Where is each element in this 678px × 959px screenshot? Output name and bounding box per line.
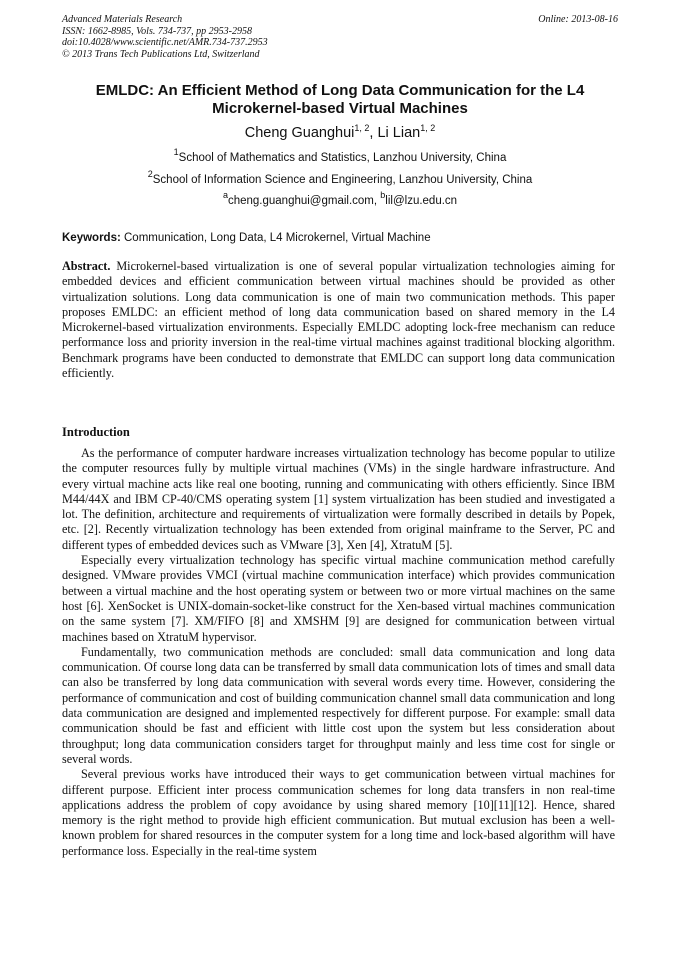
keywords (62, 231, 618, 245)
email-mark: a (222, 190, 228, 200)
author-name: Cheng Guanghui (244, 125, 355, 141)
introduction-body (62, 446, 615, 859)
paragraph: As the performance of computer hardware increases virtualization technology has become popular to utilize the computer resources fully by multiple virtual machines (VMs) in the single hardware infrastructure. And every virtual machine acts like real one booting, running and communicating with others efficiently. Since IBM M44/44X and IBM CP-40/CMS operating system [1] system virtualization has been studied and investigated a lot. The definition, architecture and requirements of virtualization were formally described in details by Popek, etc. [2]. Recently virtualization technology has been extended from original mainframe to the Server, PC and different types of embedded devices such as VMware [3], Xen [4], XtratuM [5]. (62, 446, 615, 552)
paper-title: EMLDC: An Efficient Method of Long Data Communication for the L4 Microkernel-based Virtual Machines (95, 82, 585, 117)
email-mark: b (380, 190, 386, 200)
affiliation-text: School of Mathematics and Statistics, Lanzhou University, China (178, 152, 507, 164)
paragraph: Several previous works have introduced their ways to get communication between virtual machines for different purpose. Efficient inter process communication schemes for long data transfers in non real-time applications address the problem of copy avoidance by using shared memory [10][11][12]. Hence, shared memory is the right method to provide high efficient communication. But mutual exclusion has been a well-known problem for shared resources in the computer system for a long time and lock-based algorithm will have performance loss. Especially in the real-time system (62, 767, 615, 858)
abstract-text: Microkernel-based virtualization is one of several popular virtualization technologies aiming for embedded devices and efficient communication between virtual machines should be provided as other virtualization solutions. Long data communication is one of main two communication methods. This paper proposes EMLDC: an efficient method of long data communication based on shared memory in the L4 Microkernel-based virtualization environments. Especially EMLDC adopting lock-free mechanism can reduce performance loss and priority inversion in the real-time virtual machines against traditional blocking algorithm. Benchmark programs have been conducted to demonstrate that EMLDC can support long data communication efficiently. (62, 259, 615, 381)
abstract-label: Abstract. (62, 259, 111, 273)
affiliation-mark: 2 (147, 169, 153, 179)
affiliation-mark: 1 (173, 147, 179, 157)
doi-line: doi:10.4028/www.scientific.net/AMR.734-737.2953 (62, 37, 268, 48)
author-list (62, 124, 618, 142)
abstract (62, 259, 615, 381)
copyright-line: © 2013 Trans Tech Publications Ltd, Switzerland (62, 48, 260, 60)
email-address: lil@lzu.edu.cn (385, 195, 458, 207)
affiliation-2 (62, 169, 618, 187)
email-address: cheng.guanghui@gmail.com, (227, 195, 381, 207)
author-emails (62, 190, 618, 208)
author-name: Li Lian (377, 125, 421, 141)
journal-header (62, 14, 618, 60)
author-affiliation-mark: 1, 2 (420, 123, 436, 133)
affiliation-text: School of Information Science and Engineering, Lanzhou University, China (152, 174, 533, 186)
keywords-text: Communication, Long Data, L4 Microkernel, Virtual Machine (120, 232, 431, 244)
journal-name: Advanced Materials Research (62, 14, 183, 25)
issn-line: ISSN: 1662-8985, Vols. 734-737, pp 2953-2958 (62, 25, 252, 37)
online-date: Online: 2013-08-16 (538, 14, 618, 25)
paragraph: Especially every virtualization technology has specific virtual machine communication method carefully designed. VMware provides VMCI (virtual machine communication interface) which provides communication between a virtual machine and the host operating system or between two or more virtual machines on the same host [6]. XenSocket is UNIX-domain-socket-like construct for the Xen-based virtual machines communication on the same system [7]. XM/FIFO [8] and XMSHM [9] are designed for communication between virtual machines based on XtratuM hypervisor. (62, 553, 615, 644)
affiliation-1 (62, 147, 618, 165)
keywords-label: Keywords: (62, 232, 121, 244)
section-heading: Introduction (62, 425, 130, 439)
author-affiliation-mark: 1, 2 (354, 123, 370, 133)
author-separator: , (369, 125, 378, 141)
paragraph: Fundamentally, two communication methods are concluded: small data communication and long data communication. Of course long data can be transferred by small data communication lots of times and small data can also be transferred by long data communication with several words every time. However, considering the performance of communication and cost of building communication channel small data communication and long data communication are designed and implemented respectively for different purpose. For example: small data communication should be fast and efficient with little cost upon the system but less consideration about throughput; long data communication considers target for throughput mainly and less time cost for single or several words. (62, 644, 615, 766)
